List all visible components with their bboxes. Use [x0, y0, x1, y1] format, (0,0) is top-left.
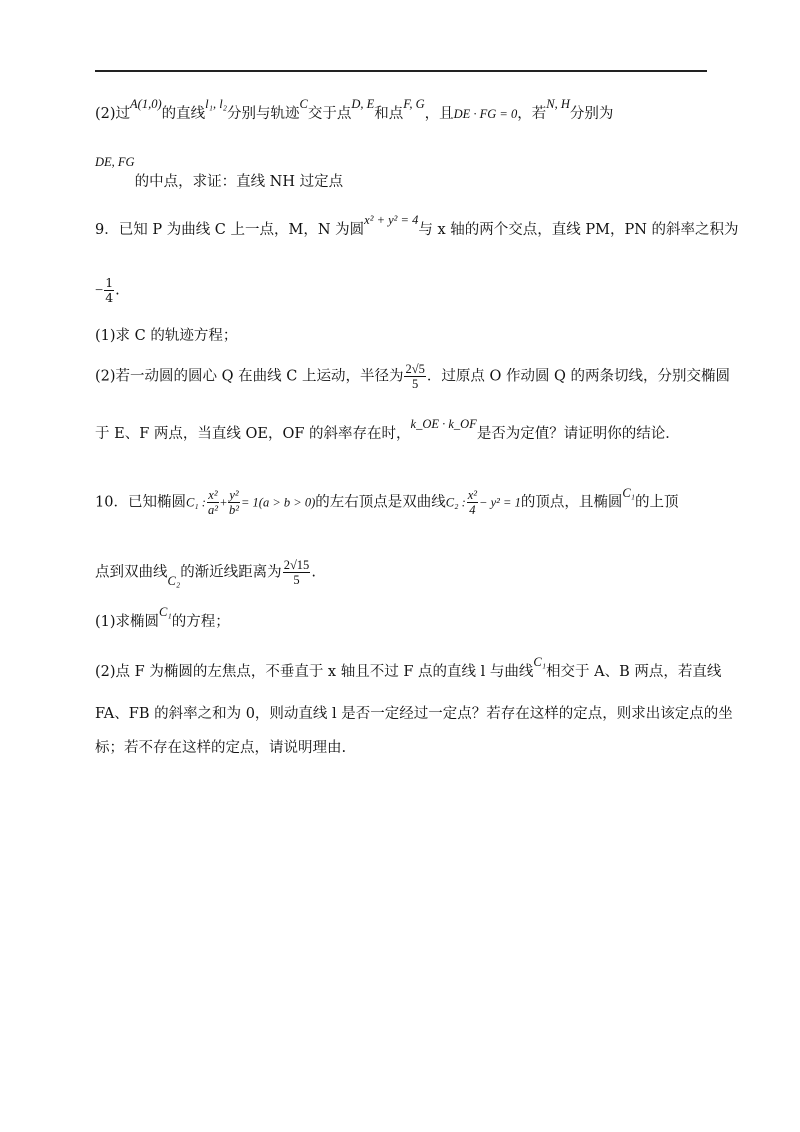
hyperbola-x-term	[467, 488, 478, 517]
text: .	[115, 282, 120, 299]
points-F-G: F, G	[403, 97, 425, 111]
q10-stem-line1: 10．已知椭圆C₁ : $\frac{\text{x²}}{\text{a²}}$ + $\frac{\text{y²}}{\text{b²}}$ = 1(a > b > 0)的左右顶点是双曲线C₂ : $\frac{\text{x²}}{4}$ − y² = 1的顶点，且椭圆C₁的上顶	[95, 485, 679, 517]
text: 交于点	[307, 106, 352, 122]
hyperbola-ref: C₂	[167, 573, 181, 588]
text: ，若	[517, 106, 547, 122]
q8-part2-line1	[95, 97, 614, 124]
q8-part2-label: (2)过	[95, 106, 131, 122]
text: .	[311, 564, 316, 581]
ellipse-ref: C₁	[622, 485, 636, 500]
x-term	[207, 488, 219, 517]
text: 分别为	[569, 106, 614, 122]
text: 与 x 轴的两个交点，直线 PM，PN 的斜率之积为	[418, 222, 739, 238]
slope-product-fraction	[104, 276, 114, 305]
q9-part2-line1	[95, 362, 730, 391]
q9-stem-line2	[95, 276, 120, 305]
points-D-E: D, E	[351, 97, 375, 111]
hyperbola-rest: − y² = 1	[479, 495, 521, 510]
distance-fraction	[283, 558, 311, 587]
segments-DE-FG: DE, FG	[95, 155, 135, 169]
text: 是否为定值？请证明你的结论．	[476, 426, 680, 442]
text: ，且	[424, 106, 454, 122]
ellipse-label: C₁ :	[185, 495, 206, 510]
text: ．过原点 O 作动圆 Q 的两条切线，分别交椭圆	[426, 368, 731, 385]
fraction-denominator: 5	[293, 573, 300, 587]
text: 相交于 A、B 两点，若直线	[546, 664, 722, 680]
fraction-numerator: 1	[105, 275, 114, 290]
q8-part2-tail: 的中点，求证：直线 NH 过定点	[134, 174, 344, 190]
text: 和点	[374, 106, 404, 122]
fraction-denominator: a²	[207, 503, 218, 517]
q9-part2-line2	[95, 417, 680, 444]
text: 标；若不存在这样的定点，请说明理由.	[95, 740, 347, 756]
header-rule	[95, 70, 707, 72]
fraction-numerator: 2√15	[283, 558, 310, 572]
fraction-numerator: x²	[208, 488, 218, 502]
fraction-denominator: 4	[105, 290, 114, 305]
circle-equation: x² + y² = 4	[364, 213, 419, 227]
y-term	[228, 488, 240, 517]
q9-stem-line1	[95, 213, 739, 240]
text: (1)求 C 的轨迹方程；	[95, 328, 238, 344]
radius-fraction	[404, 362, 425, 391]
q10-stem: 10．已知椭圆	[95, 494, 186, 511]
slope-product: k_OE · k_OF	[410, 417, 477, 431]
fraction-numerator: 2√5	[405, 362, 425, 376]
lines-l1-l2: l₁, l₂	[205, 97, 228, 111]
text: FA、FB 的斜率之和为 0，则动直线 l 是否一定经过一定点？若存在这样的定点，则求出该定点的坐	[95, 706, 733, 722]
ellipse-ref: C₁	[533, 655, 547, 669]
q10-part2-line3	[95, 738, 346, 758]
fraction-denominator: b²	[229, 503, 239, 517]
text: 的顶点，且椭圆	[520, 494, 623, 511]
q10-part2-line2	[95, 704, 733, 724]
fraction-numerator: y²	[229, 488, 239, 502]
ellipse-condition: = 1(a > b > 0)	[241, 495, 316, 510]
q9-stem: 9．已知 P 为曲线 C 上一点，M，N 为圆	[95, 222, 365, 238]
text: 的渐近线距离为	[180, 564, 282, 581]
text: 于 E、F 两点，当直线 OE，OF 的斜率存在时，	[95, 426, 411, 442]
point-A: A(1,0)	[130, 97, 162, 111]
dot-product-condition: DE · FG = 0	[453, 107, 518, 121]
q10-part1	[95, 605, 230, 632]
fraction-numerator: x²	[467, 488, 478, 502]
text: 点到双曲线	[95, 564, 168, 581]
hyperbola-label: C₂ :	[445, 495, 466, 510]
curve-C: C	[299, 97, 308, 111]
text: (2)点 F 为椭圆的左焦点，不垂直于 x 轴且不过 F 点的直线 l 与曲线	[95, 664, 534, 680]
fraction-denominator: 5	[412, 377, 419, 391]
ellipse-ref: C₁	[159, 605, 172, 619]
text: 分别与轨迹	[227, 106, 300, 122]
text: (1)求椭圆	[95, 614, 160, 630]
minus-sign: −	[95, 282, 104, 299]
q10-stem-line2	[95, 558, 316, 587]
q8-part2-line2	[95, 155, 344, 190]
text: (2)若一动圆的圆心 Q 在曲线 C 上运动，半径为	[95, 368, 404, 385]
text: 的左右顶点是双曲线	[315, 494, 446, 511]
text: 的上顶	[635, 494, 679, 511]
q9-part1	[95, 326, 237, 346]
text: 的方程；	[171, 614, 230, 630]
q10-part2-line1	[95, 655, 722, 682]
fraction-denominator: 4	[469, 503, 476, 517]
points-N-H: N, H	[546, 97, 570, 111]
text: 的直线	[161, 106, 206, 122]
